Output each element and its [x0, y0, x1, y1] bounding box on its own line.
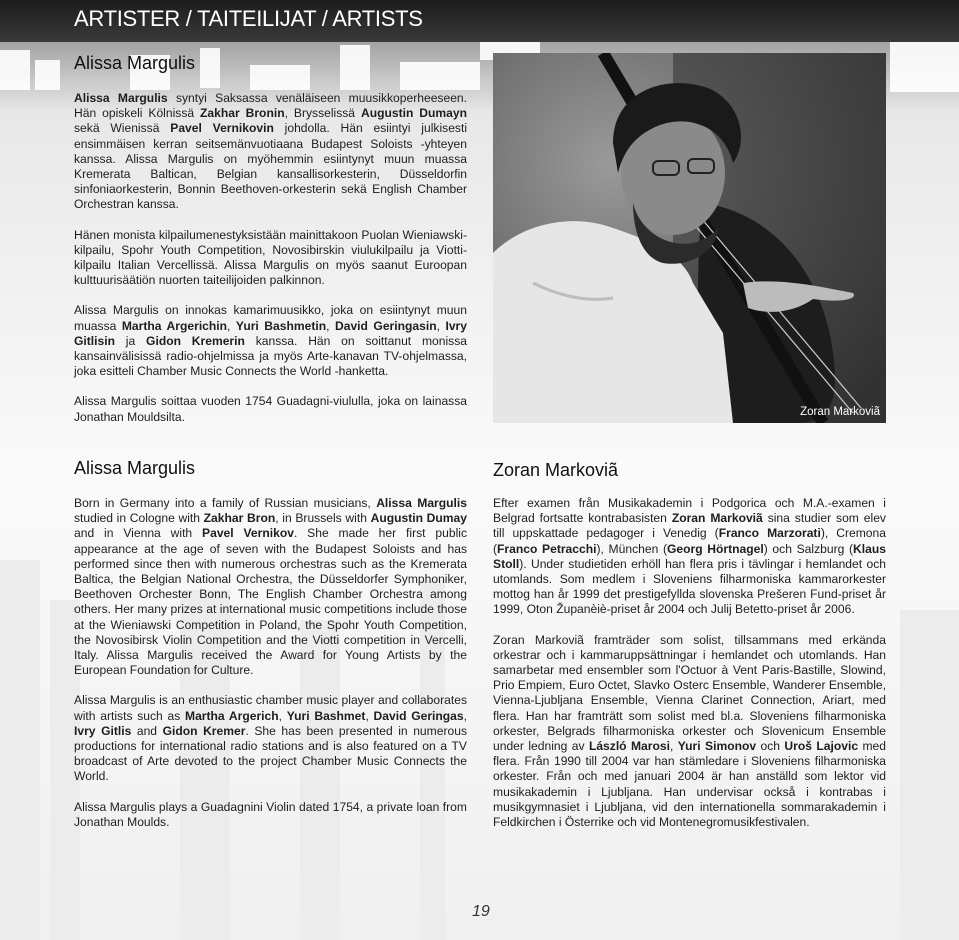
bold-name: Zoran Markoviã	[671, 511, 763, 526]
bold-name: László Marosi	[588, 739, 670, 754]
bold-name: Augustin Dumayn	[360, 106, 468, 121]
english-heading: Alissa Margulis	[74, 458, 196, 478]
finnish-para-1: Alissa Margulis syntyi Saksassa venäläiseen muusikkoperheeseen. Hän opiskeli Kölnissä Zakhar Bronin, Brysselissä Augustin Dumayn sekä Wienissä Pavel Vernikovin johdolla. Hän esiintyi julkisesti ensimmäisen kerran seitsemänvuotiaana Budapest Soloists -yhteyen kanssa. Alissa Margulis on myöhemmin esiintynyt muun muassa Kremerata Baltican, Belgian kansallisorkesterin, Düsseldorfin sinfoniaorkesterin, Bonnin Beethoven-orkesterin sekä English Chamber Orchestran kanssa.	[74, 91, 468, 212]
page-number: 19	[472, 903, 490, 920]
bold-name: David Geringas	[373, 708, 464, 723]
bold-name: Uroš Lajovic	[784, 739, 859, 754]
bold-name: Martha Argerich	[185, 708, 279, 723]
bold-name: Zakhar Bronin	[200, 106, 285, 121]
bold-name: Gidon Kremer	[162, 723, 246, 738]
swedish-para-1: Efter examen från Musikakademin i Podgorica och M.A.-examen i Belgrad fortsatte kontrabasisten Zoran Markoviã sina studier som elev till uppskattade pedagoger i Venedig (Franco Marzorati), Cremona (Franco Petracchi), München (Georg Hörtnagel) och Salzburg (Klaus Stoll). Under studietiden erhöll han flera pris i tävlingar i hemlandet och utomlands. Som medlem i Sloveniens filharmoniska kammarorkester mottog han år 1999 det prestigefyllda slovenska Prešeren Fund-priset år 1999, Oton Županèiè-priset år 2004 och Julij Betetto-priset år 2006.	[493, 496, 886, 617]
bold-name: Ivry Gitlis	[74, 723, 132, 738]
swedish-heading: Zoran Markoviã	[493, 460, 619, 480]
english-para-1: Born in Germany into a family of Russian musicians, Alissa Margulis studied in Cologne with Zakhar Bron, in Brussels with Augustin Dumay and in Vienna with Pavel Vernikov. She made her first public appearance at the age of seven with the Budapest Soloists and has performed since then with numerous orchestras such as the Kremerata Baltica, the Belgian National Orchestra, the Düsseldorfer Symphoniker, Beethoven Orchester Bonn, The English Chamber Orchestra among others. Her many prizes at international music competitions include those at the Wieniawski Competition in Poland, the Spohr Youth Competition, the Novosibirsk Violin Competition and the Viotti competition in Vercelli, Italy. Alissa Margulis received the Award for Young Artists by the European Foundation for Culture.	[74, 496, 467, 678]
bold-name: Martha Argerichin	[121, 318, 228, 333]
finnish-para-4: Alissa Margulis soittaa vuoden 1754 Guadagni-viululla, joka on lainassa Jonathan Mouldsilta.	[74, 394, 467, 424]
double-bass-player-image	[493, 53, 886, 423]
bold-name: Yuri Simonov	[677, 739, 757, 754]
bold-name: David Geringasin	[334, 318, 437, 333]
bold-name: Yuri Bashmetin	[235, 318, 327, 333]
english-para-2: Alissa Margulis is an enthusiastic chamber music player and collaborates with artists such as Martha Argerich, Yuri Bashmet, David Geringas, Ivry Gitlis and Gidon Kremer. She has been presented in numerous productions for international radio stations and is also featured on a TV broadcast of Arte devoted to the project Chamber Music Connects the World.	[74, 693, 467, 784]
photo-caption: Zoran Markoviã	[800, 406, 880, 418]
finnish-para-3: Alissa Margulis on innokas kamarimuusikko, joka on esiintynyt muun muassa Martha Argerichin, Yuri Bashmetin, David Geringasin, Ivry Gitlisin ja Gidon Kremerin kanssa. Hän on soittanut monissa kansainvälisissä radio-ohjelmissa ja myös Arte-kanavan TV-ohjelmassa, joka esitteli Chamber Music Connects the World -hanketta.	[74, 303, 468, 379]
swedish-para-2: Zoran Markoviã framträder som solist, tillsammans med erkända orkestrar och i kammaruppsättningar i hemlandet och utomlands. Han samarbetar med ensembler som l'Octuor à Vent Paris-Bastille, Slowind, Prio Empiem, Euro Octet, Slavko Osterc Ensemble, Wanderer Ensemble, Vienna-Ljubljana Ensemble, Vienna Clarinet Connection, Ariart, med flera. Han har framträtt som solist med bl.a. Sloveniens filharmoniska orkester, Belgrads filharmoniska orkester och Slovenicum Ensemble under ledning av László Marosi, Yuri Simonov och Uroš Lajovic med flera. Från 1990 till 2004 var han stämledare i Sloveniens filharmoniska orkester. Från och med januari 2004 är han anställd som lektor vid musikakademin i Ljubljana. Han undervisar också i kontrabas i musikgymnasiet i Ljubljana, vid den internationella sommarakademin i Feldkirchen i Österrike och vid Montenegromusikfestivalen.	[493, 632, 886, 830]
bold-name: Zakhar Bron	[203, 511, 276, 526]
bold-name: Gidon Kremerin	[146, 333, 245, 348]
bold-name: Franco Petracchi	[497, 541, 597, 556]
english-para-3: Alissa Margulis plays a Guadagnini Violin dated 1754, a private loan from Jonathan Moulds.	[74, 799, 467, 829]
english-bio	[74, 496, 467, 830]
finnish-para-2: Hänen monista kilpailumenestyksistään mainittakoon Puolan Wieniawski-kilpailu, Spohr Youth Competition, Novosibirskin viulukilpailu ja Viotti-kilpailu Italian Vercellissä. Alissa Margulis on myös saanut Euroopan kulttuurisäätiön nuorten taiteilijoiden palkinnon.	[74, 227, 467, 288]
bold-name: Pavel Vernikovin	[170, 121, 274, 136]
bold-name: Alissa Margulis	[74, 91, 168, 105]
finnish-heading: Alissa Margulis	[74, 53, 196, 73]
bold-name: Klaus Stoll	[493, 541, 886, 571]
bold-name: Georg Hörtnagel	[667, 541, 764, 556]
musician-photo	[493, 53, 886, 423]
bold-name: Yuri Bashmet	[286, 708, 366, 723]
bold-name: Pavel Vernikov	[202, 526, 294, 541]
bold-name: Alissa Margulis	[376, 496, 467, 510]
swedish-bio	[493, 496, 886, 830]
bold-name: Augustin Dumay	[370, 511, 467, 526]
page-header-title: ARTISTER / TAITEILIJAT / ARTISTS	[74, 6, 423, 31]
bold-name: Ivry Gitlisin	[74, 318, 467, 348]
finnish-bio	[74, 91, 467, 425]
bold-name: Franco Marzorati	[718, 526, 821, 541]
